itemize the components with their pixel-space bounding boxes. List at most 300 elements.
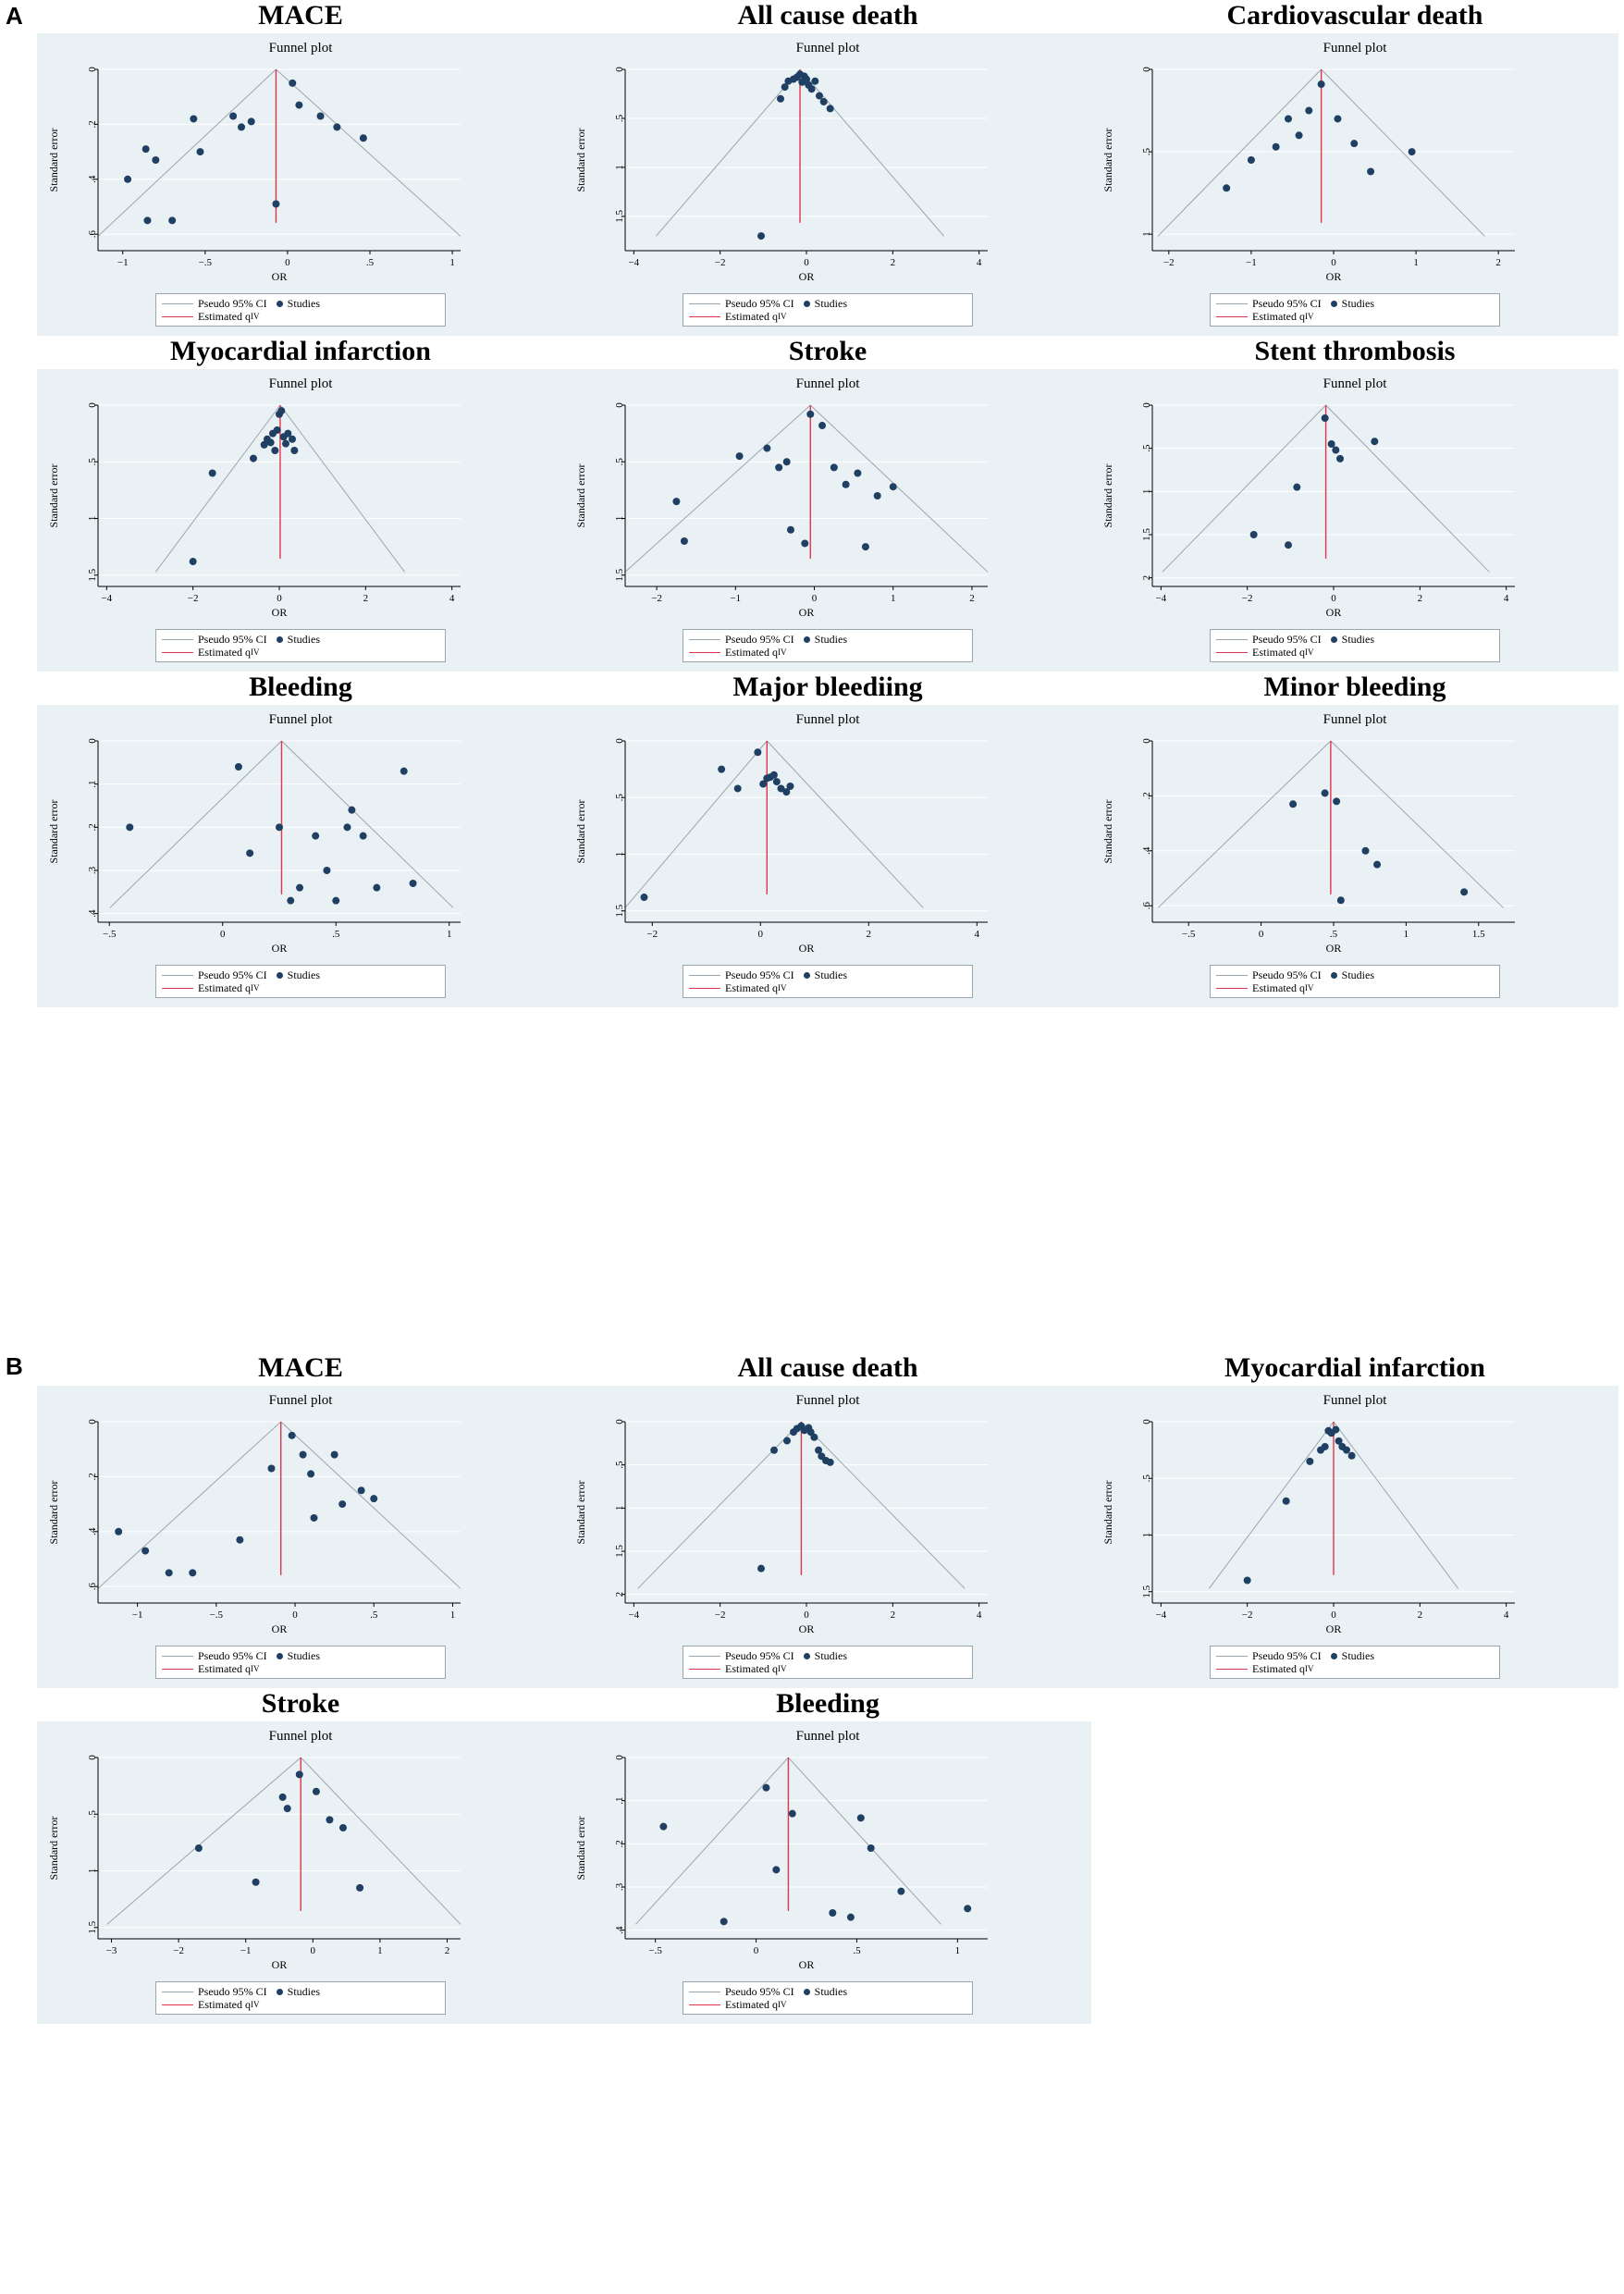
study-point [816,92,823,100]
legend-estimated-sub: IV [1305,312,1314,321]
study-point [333,123,340,130]
plot-legend [683,629,973,662]
plot-panel [1091,369,1618,672]
x-tick-label: −1 [730,593,742,604]
study-point [190,115,197,122]
x-tick-label: 1 [1413,257,1419,268]
legend-estimated [162,981,260,994]
study-dot-icon [804,301,810,307]
ci-line-icon [1216,1656,1248,1657]
plot-legend [155,1646,446,1679]
study-point [757,232,765,240]
legend-studies [1331,633,1374,646]
y-tick-label: 0 [87,1755,98,1760]
study-point [296,884,303,892]
y-tick-label: .2 [87,823,98,832]
funnel-plot-svg [44,392,479,623]
y-axis-label: Standard error [574,799,587,864]
study-point [360,134,367,142]
study-point [1318,80,1325,88]
legend-estimated-sub: IV [778,312,787,321]
study-dot-icon [804,636,810,643]
plot-panel [564,1721,1091,2024]
study-point [267,1464,275,1472]
plot-title: Stent thrombosis [1254,336,1456,366]
legend-estimated [162,646,260,659]
legend-pseudo-ci-label: Pseudo 95% CI [725,1985,794,1998]
y-tick-label: 1 [1141,231,1152,237]
x-tick-label: −2 [714,257,726,268]
x-tick-label: 0 [1331,593,1336,604]
ci-line-icon [689,975,720,976]
x-tick-label: −.5 [209,1610,224,1621]
study-point [344,823,351,831]
funnel-plot-cell [564,1352,1091,1688]
legend-studies [804,297,847,310]
funnel-plot-cell [1091,0,1618,336]
funnel-plot-cell [564,672,1091,1007]
x-tick-label: 1 [954,1945,961,1956]
legend-estimated-label: Estimated q [1252,310,1305,323]
x-tick-label: 0 [277,593,282,604]
plot-panel [564,705,1091,1007]
legend-pseudo-ci [1216,1649,1322,1662]
x-tick-label: −.5 [1181,929,1196,940]
study-point [248,117,255,125]
plot-area [98,741,461,922]
x-axis-label: OR [798,606,815,619]
y-axis-label: Standard error [574,1480,587,1545]
study-point [734,784,742,792]
estimate-line-icon [1216,652,1248,653]
study-point [209,470,216,477]
ci-line-icon [689,1656,720,1657]
y-tick-label: .5 [614,114,625,123]
legend-estimated [1216,1662,1314,1675]
y-axis-label: Standard error [47,1816,60,1881]
study-point [189,1569,196,1576]
y-tick-label: 0 [87,67,98,72]
y-tick-label: .2 [1141,792,1152,800]
legend-studies [277,968,320,981]
legend-pseudo-ci [689,1649,794,1662]
legend-estimated-label: Estimated q [198,1662,251,1675]
legend-studies-label: Studies [1341,968,1375,981]
legend-estimated-sub: IV [778,1664,787,1673]
y-tick-label: 2 [614,1591,625,1597]
x-axis-label: OR [798,1958,815,1971]
x-axis-label: OR [1325,270,1342,283]
x-tick-label: −.5 [198,257,213,268]
legend-pseudo-ci [1216,968,1322,981]
study-point [289,1432,296,1439]
legend-pseudo-ci [689,1985,794,1998]
y-tick-label: .4 [87,1527,98,1536]
study-dot-icon [804,1989,810,1995]
study-point [310,1514,317,1522]
x-axis-label: OR [798,270,815,283]
legend-studies-label: Studies [287,633,321,646]
plot-area [98,1422,461,1603]
x-tick-label: 2 [1417,593,1423,604]
y-tick-label: .5 [87,458,98,466]
x-tick-label: −2 [714,1610,726,1621]
plot-row [37,672,1624,1007]
plot-legend [683,293,973,327]
study-point [867,1844,875,1852]
study-point [317,112,325,119]
study-dot-icon [277,1989,283,1995]
legend-studies-label: Studies [1341,633,1375,646]
legend-pseudo-ci-label: Pseudo 95% CI [725,1649,794,1662]
study-dot-icon [1331,636,1337,643]
x-tick-label: −2 [1241,593,1253,604]
study-point [250,455,257,462]
x-tick-label: −4 [1155,593,1167,604]
legend-estimated-label: Estimated q [1252,1662,1305,1675]
funnel-plot-svg [1099,728,1533,959]
study-point [284,1805,291,1812]
y-axis-label: Standard error [1101,1480,1114,1545]
study-point [274,426,281,434]
x-tick-label: 0 [811,593,818,604]
study-point [1322,414,1329,422]
y-axis-label: Standard error [47,1480,60,1545]
study-point [787,526,794,534]
plot-area [625,1758,988,1939]
legend-pseudo-ci [162,633,267,646]
plot-area [625,741,988,922]
y-tick-label: 1.5 [87,568,98,582]
study-point [672,498,680,505]
study-point [1305,107,1312,115]
study-point [789,1810,796,1818]
plot-subtitle: Funnel plot [268,1393,333,1408]
legend-estimated-sub: IV [1305,648,1314,657]
funnel-plot-svg [572,392,1006,623]
funnel-plot-svg [44,728,479,959]
study-point [1348,1452,1356,1460]
study-point [296,1770,303,1778]
study-point [1322,789,1329,796]
x-tick-label: .5 [853,1945,861,1956]
study-point [229,112,237,119]
x-tick-label: 2 [1495,257,1501,268]
y-tick-label: 1 [87,515,98,522]
x-tick-label: −.5 [648,1945,662,1956]
y-tick-label: 0 [1141,1419,1152,1424]
x-tick-label: 2 [890,257,896,268]
plot-legend [1210,629,1500,662]
study-point [1306,1458,1313,1465]
study-point [775,463,782,471]
funnel-plot-cell [564,1688,1091,2024]
study-point [166,1569,173,1576]
study-point [1322,1443,1329,1450]
y-tick-label: .2 [87,1473,98,1481]
legend-estimated [162,1662,260,1675]
study-point [289,80,296,87]
legend-pseudo-ci-label: Pseudo 95% CI [725,633,794,646]
study-dot-icon [804,1653,810,1659]
x-tick-label: −4 [1155,1610,1167,1621]
panel-label-a: A [6,2,23,30]
x-axis-label: OR [271,270,288,283]
plot-area [1152,741,1515,922]
legend-pseudo-ci-label: Pseudo 95% CI [198,1649,267,1662]
ci-line-icon [162,975,193,976]
y-tick-label: .5 [1141,444,1152,452]
legend-estimated-label: Estimated q [198,646,251,659]
estimate-line-icon [1216,988,1248,989]
study-point [331,1451,338,1459]
ci-line-icon [689,639,720,640]
legend-pseudo-ci [689,968,794,981]
estimate-line-icon [1216,1669,1248,1670]
legend-pseudo-ci [162,297,267,310]
study-point [1293,484,1300,491]
plot-subtitle: Funnel plot [795,1393,860,1408]
legend-estimated [689,981,787,994]
funnel-plot-cell [1091,672,1618,1007]
study-point [1250,531,1258,538]
funnel-plot-cell [37,672,564,1007]
study-point [862,543,869,550]
x-tick-label: 1 [377,1945,383,1956]
funnel-plot-cell [37,1352,564,1688]
legend-estimated [162,310,260,323]
x-tick-label: 2 [363,593,369,604]
legend-estimated [1216,310,1314,323]
y-tick-label: 0 [614,1419,625,1424]
legend-studies-label: Studies [814,297,848,310]
study-point [1248,156,1255,164]
plot-title: Major bleediing [732,672,923,702]
y-tick-label: .5 [87,1810,98,1819]
legend-estimated-sub: IV [251,1664,260,1673]
study-point [235,763,242,771]
y-tick-label: 0 [614,738,625,744]
study-point [152,156,159,164]
estimate-line-icon [689,988,720,989]
plot-subtitle: Funnel plot [795,376,860,391]
study-point [770,1447,778,1454]
y-tick-label: .6 [1141,902,1152,910]
plot-title: All cause death [737,0,918,31]
legend-pseudo-ci [162,1985,267,1998]
study-point [772,1866,780,1873]
study-point [300,1451,307,1459]
study-point [348,807,355,814]
plot-area [1152,69,1515,251]
plot-subtitle: Funnel plot [1323,376,1387,391]
study-point [115,1528,122,1536]
y-axis-label: Standard error [1101,799,1114,864]
x-tick-label: −4 [628,257,640,268]
plot-subtitle: Funnel plot [1323,1393,1387,1408]
study-point [358,1486,365,1494]
y-axis-label: Standard error [47,128,60,192]
legend-estimated-label: Estimated q [725,981,778,994]
x-tick-label: 1 [890,593,896,604]
ci-line-icon [1216,639,1248,640]
study-point [808,85,816,92]
study-point [323,867,330,874]
study-point [1332,1426,1339,1434]
x-tick-label: −1 [131,1610,143,1621]
legend-pseudo-ci [1216,297,1322,310]
study-point [1333,797,1340,805]
study-point [1343,1447,1350,1454]
study-point [763,445,770,452]
y-tick-label: 0 [614,402,625,408]
y-tick-label: .2 [87,120,98,129]
plot-legend [155,965,446,998]
x-axis-label: OR [798,1622,815,1635]
legend-studies-label: Studies [814,633,848,646]
study-point [1289,800,1297,808]
plot-panel [564,1386,1091,1688]
ci-line-icon [1216,303,1248,304]
legend-studies-label: Studies [1341,297,1375,310]
legend-studies [277,1985,320,1998]
study-point [681,537,688,545]
study-dot-icon [277,301,283,307]
plot-area [1152,405,1515,586]
study-point [857,1814,865,1821]
study-point [267,438,275,446]
study-point [143,216,151,224]
y-tick-label: .4 [87,175,98,183]
plot-subtitle: Funnel plot [795,712,860,727]
x-tick-label: 1 [1403,929,1409,940]
study-point [272,201,279,208]
study-point [874,492,881,500]
study-point [410,880,417,887]
study-dot-icon [1331,1653,1337,1659]
x-tick-label: 0 [804,1610,809,1621]
study-point [168,216,176,224]
x-tick-label: −2 [651,593,662,604]
plot-title: MACE [258,0,343,31]
plot-title: All cause death [737,1352,918,1383]
study-point [289,436,296,443]
legend-pseudo-ci-label: Pseudo 95% CI [1252,968,1322,981]
y-tick-label: 1 [1141,1532,1152,1538]
x-tick-label: 2 [969,593,975,604]
x-tick-label: 2 [890,1610,896,1621]
x-axis-label: OR [1325,1622,1342,1635]
y-tick-label: .5 [1141,1474,1152,1483]
x-tick-label: −3 [105,1945,117,1956]
y-tick-label: 1.5 [614,568,625,582]
study-point [806,411,814,418]
x-tick-label: 4 [976,1610,982,1621]
y-axis-label: Standard error [47,799,60,864]
plot-area [98,1758,461,1939]
x-axis-label: OR [271,1958,288,1971]
legend-pseudo-ci-label: Pseudo 95% CI [725,968,794,981]
study-point [786,783,794,790]
x-axis-label: OR [798,942,815,955]
x-tick-label: 0 [292,1610,298,1621]
study-point [754,748,761,756]
plot-legend [683,1646,973,1679]
legend-estimated [1216,981,1314,994]
legend-estimated-sub: IV [778,648,787,657]
funnel-plot-svg [44,56,479,288]
study-point [124,176,131,183]
study-point [1460,888,1468,895]
study-point [195,1844,203,1852]
estimate-line-icon [689,2004,720,2005]
study-point [356,1884,363,1892]
x-tick-label: −1 [240,1945,252,1956]
legend-pseudo-ci [162,968,267,981]
study-point [1296,131,1303,139]
plot-area [625,405,988,586]
study-dot-icon [1331,972,1337,979]
y-axis-label: Standard error [574,1816,587,1881]
funnel-plot-svg [572,1409,1006,1640]
y-tick-label: 2 [1141,574,1152,581]
study-point [847,1914,855,1921]
study-point [783,458,791,465]
y-tick-label: .4 [87,909,98,918]
ci-line-icon [689,303,720,304]
x-tick-label: 0 [1331,257,1336,268]
study-point [271,447,278,454]
study-point [339,1824,347,1832]
study-point [373,884,380,892]
legend-studies [804,968,847,981]
y-tick-label: 1.5 [87,1920,98,1934]
plot-panel [1091,1386,1618,1688]
x-tick-label: 0 [1331,1610,1336,1621]
legend-estimated-sub: IV [778,2000,787,2009]
plot-row [37,1352,1624,1688]
panel-label-b: B [6,1352,23,1380]
x-tick-label: 0 [753,1945,759,1956]
study-point [370,1495,377,1502]
study-point [276,823,283,831]
y-axis-label: Standard error [574,128,587,192]
study-point [659,1823,667,1831]
ci-line-icon [162,1656,193,1657]
study-point [126,823,133,831]
y-tick-label: 0 [1141,67,1152,72]
plot-title: Minor bleeding [1263,672,1446,702]
y-tick-label: .5 [614,458,625,466]
legend-estimated [162,1998,260,2011]
study-point [1361,847,1369,855]
x-tick-label: −1 [1246,257,1257,268]
x-tick-label: 1 [449,257,455,268]
x-tick-label: 4 [1503,1610,1509,1621]
study-point [1350,140,1358,147]
plot-legend [1210,293,1500,327]
y-tick-label: 1.5 [1141,1585,1152,1598]
study-point [640,894,647,901]
legend-studies [804,1985,847,1998]
study-point [757,1565,765,1572]
study-point [277,407,285,414]
funnel-plot-svg [1099,56,1533,288]
x-tick-label: −2 [187,593,199,604]
plot-subtitle: Funnel plot [268,1729,333,1744]
study-point [190,558,197,565]
study-point [332,897,339,905]
